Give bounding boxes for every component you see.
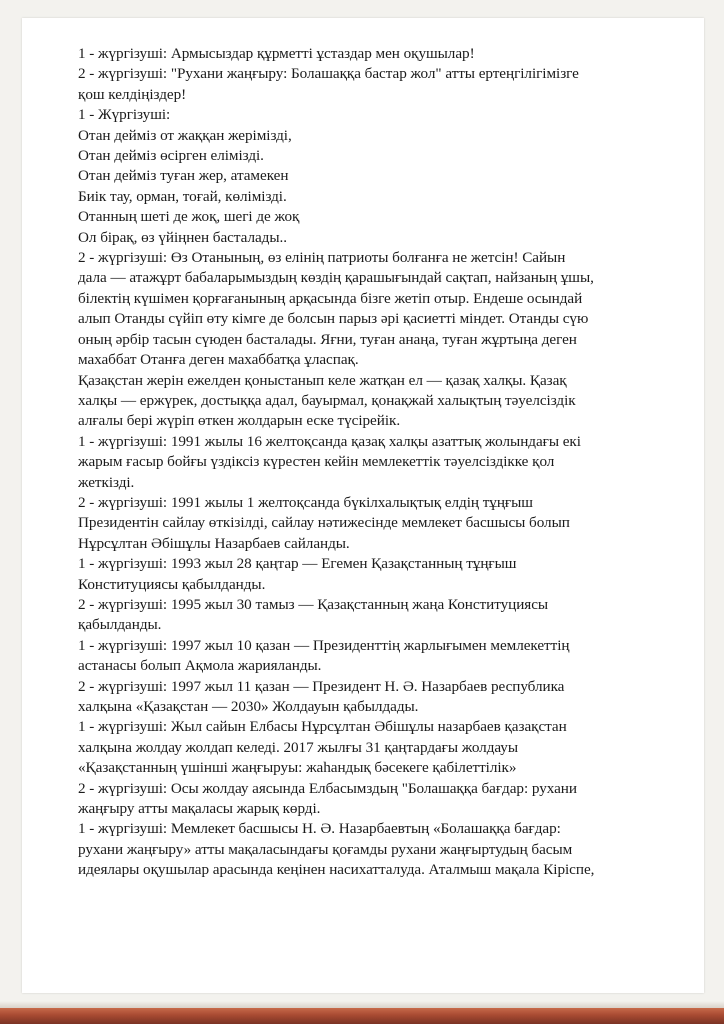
text-line: идеялары оқушылар арасында кеңінен насихатталуда. Аталмыш мақала Кіріспе, <box>78 861 595 879</box>
text-line: қош келдіңіздер! <box>78 85 187 103</box>
text-line: 1 - жүргізуші: 1993 жыл 28 қаңтар — Егемен Қазақстанның тұңғыш <box>78 555 517 573</box>
text-line: дала — атажұрт бабаларымыздың көздің қарашығындай сақтап, найзаның ұшы, <box>78 269 594 287</box>
text-line: 2 - жүргізуші: 1997 жыл 11 қазан — Президент Н. Ә. Назарбаев республика <box>78 677 565 695</box>
text-line: жеткізді. <box>78 473 135 491</box>
text-line: рухани жаңғыру» атты мақаласындағы қоғамды рухани жаңғыртудың басым <box>78 840 573 858</box>
text-line: жаңғыру атты мақаласы жарық көрді. <box>78 800 321 818</box>
text-line: 2 - жүргізуші: Осы жолдау аясында Елбасымздың "Болашаққа бағдар: рухани <box>78 779 577 797</box>
text-line: Ол бірақ, өз үйіңнен басталады.. <box>78 228 288 246</box>
text-line: 2 - жүргізуші: "Рухани жаңғыру: Болашаққа бастар жол" атты ертеңгілігімізге <box>78 65 579 83</box>
text-line: Нұрсұлтан Әбішұлы Назарбаев сайланды. <box>78 534 350 552</box>
text-line: халқына жолдау жолдап келеді. 2017 жылғы 31 қаңтардағы жолдауы <box>78 738 518 756</box>
text-line: алғалы бері жүріп өткен жолдарын еске түсірейік. <box>78 412 401 430</box>
text-line: 1 - жүргізуші: Армысыздар құрметті ұстаздар мен оқушылар! <box>78 45 475 62</box>
text-line: 1 - жүргізуші: 1991 жылы 16 желтоқсанда қазақ халқы азаттық жолындағы екі <box>78 432 581 450</box>
text-line: 2 - жүргізуші: 1995 жыл 30 тамыз — Қазақстанның жаңа Конституциясы <box>78 595 549 613</box>
text-line: Отанның шеті де жоқ, шегі де жоқ <box>78 208 300 226</box>
text-line: махаббат Отанға деген махаббатқа ұласпақ. <box>78 351 359 369</box>
text-line: жарым ғасыр бойғы үздіксіз күрестен кейін мемлекеттік тәуелсіздікке қол <box>78 453 555 471</box>
text-line: 2 - жүргізуші: Өз Отанының, өз елінің патриоты болғанға не жетсін! Сайын <box>78 249 566 267</box>
text-line: 1 - жүргізуші: 1997 жыл 10 қазан — Президенттің жарлығымен мемлекеттің <box>78 636 570 654</box>
scan-edge-shadow <box>0 1001 724 1008</box>
scan-edge <box>0 1008 724 1024</box>
text-line: оның әрбір тасын сүюден басталады. Яғни, туған анаңа, туған жұртыңа деген <box>78 330 577 348</box>
document-page <box>22 18 704 993</box>
text-line: 1 - жүргізуші: Жыл сайын Елбасы Нұрсұлтан Әбішұлы назарбаев қазақстан <box>78 718 567 736</box>
text-line: Отан дейміз от жаққан жерімізді, <box>78 126 292 144</box>
text-line: 2 - жүргізуші: 1991 жылы 1 желтоқсанда бүкілхалықтық елдің тұңғыш <box>78 493 533 511</box>
text-line: Отан дейміз туған жер, атамекен <box>78 167 289 185</box>
text-line: астанасы болып Ақмола жарияланды. <box>78 657 322 675</box>
text-line: Қазақстан жерін ежелден қоныстанып келе жатқан ел — қазақ халқы. Қазақ <box>78 371 567 389</box>
text-line: 1 - Жүргізуші: <box>78 106 171 124</box>
text-line: білектің күшімен қорғағанының арқасында бізге жетіп отыр. Ендеше осындай <box>78 289 583 307</box>
text-line: Конституциясы қабылданды. <box>78 575 266 593</box>
text-line: алып Отанды сүйіп өту кімге де болсын парыз әрі қасиетті міндет. Отанды сүю <box>78 310 589 328</box>
text-line: халқына «Қазақстан — 2030» Жолдауын қабылдады. <box>78 698 419 715</box>
text-line: халқы — ержүрек, достыққа адал, бауырмал, қонақжай халықтың тәуелсіздік <box>78 391 576 409</box>
text-line: Биік тау, орман, тоғай, көлімізді. <box>78 187 287 205</box>
text-line: «Қазақстанның үшінші жаңғыруы: жаһандық бәсекеге қабілеттілік» <box>78 759 517 777</box>
text-line: Отан дейміз өсірген елімізді. <box>78 147 264 165</box>
text-line: Президентін сайлау өткізілді, сайлау нәтижесінде мемлекет басшысы болып <box>78 514 570 532</box>
text-line: 1 - жүргізуші: Мемлекет басшысы Н. Ә. Назарбаевтың «Болашаққа бағдар: <box>78 820 561 838</box>
document-body <box>78 44 690 881</box>
text-line: қабылданды. <box>78 616 162 634</box>
